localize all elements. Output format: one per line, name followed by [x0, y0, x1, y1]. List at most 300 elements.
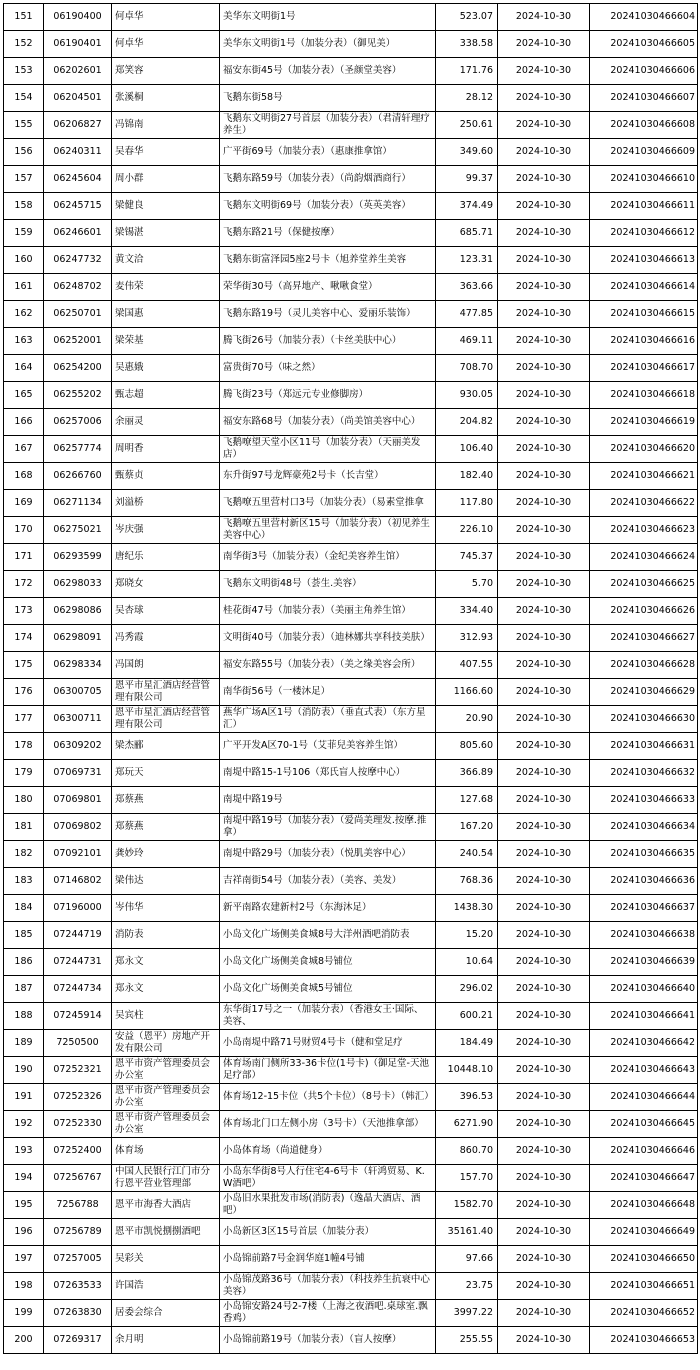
- table-row: [4, 1246, 698, 1273]
- meter-billing-table: [3, 3, 698, 1354]
- customer-name-cell: 余月明: [112, 1327, 220, 1354]
- customer-name-cell: 梁荣基: [112, 328, 220, 355]
- row-index-cell: 162: [4, 301, 44, 328]
- table-row: [4, 1084, 698, 1111]
- row-index-cell: 175: [4, 652, 44, 679]
- address-cell: 东升街97号龙辉豪苑2号卡（长吉堂）: [220, 463, 436, 490]
- document-number-cell: 20241030466635: [590, 841, 698, 868]
- table-row: [4, 571, 698, 598]
- account-code-cell: 07244719: [44, 922, 112, 949]
- account-code-cell: 06271134: [44, 490, 112, 517]
- date-cell: 2024-10-30: [498, 1192, 590, 1219]
- amount-cell: 1166.60: [436, 679, 498, 706]
- table-row: [4, 544, 698, 571]
- customer-name-cell: 吴惠娥: [112, 355, 220, 382]
- date-cell: 2024-10-30: [498, 733, 590, 760]
- amount-cell: 296.02: [436, 976, 498, 1003]
- customer-name-cell: 恩平市海香大酒店: [112, 1192, 220, 1219]
- row-index-cell: 171: [4, 544, 44, 571]
- customer-name-cell: 冯锦南: [112, 112, 220, 139]
- table-row: [4, 1111, 698, 1138]
- address-cell: 小岛文化广场侧美食城5号铺位: [220, 976, 436, 1003]
- document-number-cell: 20241030466618: [590, 382, 698, 409]
- table-row: [4, 247, 698, 274]
- customer-name-cell: 梁杰郦: [112, 733, 220, 760]
- customer-name-cell: 梁锡湛: [112, 220, 220, 247]
- document-number-cell: 20241030466617: [590, 355, 698, 382]
- date-cell: 2024-10-30: [498, 1246, 590, 1273]
- document-number-cell: 20241030466611: [590, 193, 698, 220]
- customer-name-cell: 吴杏球: [112, 598, 220, 625]
- row-index-cell: 190: [4, 1057, 44, 1084]
- amount-cell: 15.20: [436, 922, 498, 949]
- document-number-cell: 20241030466644: [590, 1084, 698, 1111]
- address-cell: 富贵街70号（味之然）: [220, 355, 436, 382]
- document-number-cell: 20241030466642: [590, 1030, 698, 1057]
- address-cell: 广平开发A区70-1号（艾菲兒美容养生馆）: [220, 733, 436, 760]
- address-cell: 东华街17号之一（加装分表）（香港女王·国际、美容、: [220, 1003, 436, 1030]
- table-row: [4, 679, 698, 706]
- row-index-cell: 194: [4, 1165, 44, 1192]
- date-cell: 2024-10-30: [498, 1084, 590, 1111]
- document-number-cell: 20241030466641: [590, 1003, 698, 1030]
- address-cell: 体育场12-15卡位（共5个卡位）（8号卡）（韩汇）: [220, 1084, 436, 1111]
- document-number-cell: 20241030466645: [590, 1111, 698, 1138]
- row-index-cell: 195: [4, 1192, 44, 1219]
- customer-name-cell: 郑蔡燕: [112, 787, 220, 814]
- amount-cell: 349.60: [436, 139, 498, 166]
- account-code-cell: 07252400: [44, 1138, 112, 1165]
- address-cell: 吉祥南街54号（加装分表）（美容、美发）: [220, 868, 436, 895]
- date-cell: 2024-10-30: [498, 895, 590, 922]
- address-cell: 飞鹅东路21号（保健按摩）: [220, 220, 436, 247]
- row-index-cell: 197: [4, 1246, 44, 1273]
- table-row: [4, 1327, 698, 1354]
- address-cell: 飞鹅嘹五里营村新区15号（加装分表）（初见养生美容中心）: [220, 517, 436, 544]
- amount-cell: 338.58: [436, 31, 498, 58]
- account-code-cell: 07252330: [44, 1111, 112, 1138]
- customer-name-cell: 许国浩: [112, 1273, 220, 1300]
- amount-cell: 363.66: [436, 274, 498, 301]
- table-row: [4, 490, 698, 517]
- date-cell: 2024-10-30: [498, 706, 590, 733]
- account-code-cell: 06300711: [44, 706, 112, 733]
- date-cell: 2024-10-30: [498, 409, 590, 436]
- row-index-cell: 188: [4, 1003, 44, 1030]
- row-index-cell: 174: [4, 625, 44, 652]
- account-code-cell: 06298033: [44, 571, 112, 598]
- table-row: [4, 760, 698, 787]
- row-index-cell: 164: [4, 355, 44, 382]
- amount-cell: 127.68: [436, 787, 498, 814]
- address-cell: 飞鹅东路19号（灵儿美容中心、爱丽乐装饰）: [220, 301, 436, 328]
- date-cell: 2024-10-30: [498, 571, 590, 598]
- document-number-cell: 20241030466606: [590, 58, 698, 85]
- document-number-cell: 20241030466638: [590, 922, 698, 949]
- date-cell: 2024-10-30: [498, 922, 590, 949]
- document-number-cell: 20241030466639: [590, 949, 698, 976]
- table-row: [4, 1030, 698, 1057]
- table-row: [4, 814, 698, 841]
- amount-cell: 167.20: [436, 814, 498, 841]
- address-cell: 福安东路68号（加装分表）（尚美馆美容中心）: [220, 409, 436, 436]
- table-row: [4, 409, 698, 436]
- table-row: [4, 166, 698, 193]
- account-code-cell: 06309202: [44, 733, 112, 760]
- account-code-cell: 06257774: [44, 436, 112, 463]
- account-code-cell: 07196000: [44, 895, 112, 922]
- amount-cell: 745.37: [436, 544, 498, 571]
- address-cell: 荣华街30号（高昇地产、啾啾食堂）: [220, 274, 436, 301]
- amount-cell: 240.54: [436, 841, 498, 868]
- date-cell: 2024-10-30: [498, 1300, 590, 1327]
- account-code-cell: 07269317: [44, 1327, 112, 1354]
- amount-cell: 600.21: [436, 1003, 498, 1030]
- row-index-cell: 166: [4, 409, 44, 436]
- address-cell: 小岛锦安路24号2-7楼（上海之夜酒吧.桌球室.飘香鸡）: [220, 1300, 436, 1327]
- amount-cell: 226.10: [436, 517, 498, 544]
- document-number-cell: 20241030466615: [590, 301, 698, 328]
- amount-cell: 250.61: [436, 112, 498, 139]
- account-code-cell: 06190401: [44, 31, 112, 58]
- date-cell: 2024-10-30: [498, 625, 590, 652]
- document-number-cell: 20241030466636: [590, 868, 698, 895]
- document-number-cell: 20241030466623: [590, 517, 698, 544]
- row-index-cell: 192: [4, 1111, 44, 1138]
- document-number-cell: 20241030466622: [590, 490, 698, 517]
- row-index-cell: 196: [4, 1219, 44, 1246]
- date-cell: 2024-10-30: [498, 949, 590, 976]
- table-row: [4, 85, 698, 112]
- customer-name-cell: 梁国惠: [112, 301, 220, 328]
- row-index-cell: 159: [4, 220, 44, 247]
- document-number-cell: 20241030466652: [590, 1300, 698, 1327]
- account-code-cell: 07069731: [44, 760, 112, 787]
- document-number-cell: 20241030466640: [590, 976, 698, 1003]
- table-row: [4, 274, 698, 301]
- account-code-cell: 07069802: [44, 814, 112, 841]
- date-cell: 2024-10-30: [498, 355, 590, 382]
- document-number-cell: 20241030466605: [590, 31, 698, 58]
- document-number-cell: 20241030466604: [590, 4, 698, 31]
- address-cell: 南华街56号（一楼沐足）: [220, 679, 436, 706]
- table-row: [4, 382, 698, 409]
- customer-name-cell: 刘溢桥: [112, 490, 220, 517]
- table-row: [4, 787, 698, 814]
- account-code-cell: 07252326: [44, 1084, 112, 1111]
- account-code-cell: 07257005: [44, 1246, 112, 1273]
- customer-name-cell: 恩平市资产管理委员会办公室: [112, 1084, 220, 1111]
- date-cell: 2024-10-30: [498, 1165, 590, 1192]
- document-number-cell: 20241030466651: [590, 1273, 698, 1300]
- amount-cell: 366.89: [436, 760, 498, 787]
- customer-name-cell: 体育场: [112, 1138, 220, 1165]
- document-number-cell: 20241030466628: [590, 652, 698, 679]
- amount-cell: 334.40: [436, 598, 498, 625]
- address-cell: 小岛锦前路19号（加装分表）（盲人按摩）: [220, 1327, 436, 1354]
- customer-name-cell: 唐纪乐: [112, 544, 220, 571]
- row-index-cell: 182: [4, 841, 44, 868]
- address-cell: 小岛新区3区15号首层（加装分表）: [220, 1219, 436, 1246]
- date-cell: 2024-10-30: [498, 247, 590, 274]
- account-code-cell: 06247732: [44, 247, 112, 274]
- document-number-cell: 20241030466631: [590, 733, 698, 760]
- row-index-cell: 170: [4, 517, 44, 544]
- document-number-cell: 20241030466634: [590, 814, 698, 841]
- amount-cell: 768.36: [436, 868, 498, 895]
- date-cell: 2024-10-30: [498, 31, 590, 58]
- date-cell: 2024-10-30: [498, 652, 590, 679]
- account-code-cell: 06245715: [44, 193, 112, 220]
- amount-cell: 184.49: [436, 1030, 498, 1057]
- address-cell: 飞鹅东街富泽园5座2号卡（旭养堂养生美容: [220, 247, 436, 274]
- amount-cell: 35161.40: [436, 1219, 498, 1246]
- row-index-cell: 199: [4, 1300, 44, 1327]
- customer-name-cell: 张溪桐: [112, 85, 220, 112]
- address-cell: 小岛锦前路7号金润华庭1幢4号铺: [220, 1246, 436, 1273]
- amount-cell: 255.55: [436, 1327, 498, 1354]
- amount-cell: 1582.70: [436, 1192, 498, 1219]
- table-row: [4, 355, 698, 382]
- address-cell: 南堤中路15-1号106（郑氏盲人按摩中心）: [220, 760, 436, 787]
- date-cell: 2024-10-30: [498, 166, 590, 193]
- table-row: [4, 1192, 698, 1219]
- address-cell: 新平南路农建新村2号（东海沐足）: [220, 895, 436, 922]
- date-cell: 2024-10-30: [498, 274, 590, 301]
- account-code-cell: 06293599: [44, 544, 112, 571]
- row-index-cell: 152: [4, 31, 44, 58]
- amount-cell: 97.66: [436, 1246, 498, 1273]
- row-index-cell: 200: [4, 1327, 44, 1354]
- address-cell: 体育场北门口左侧小房（3号卡）（天池推拿部）: [220, 1111, 436, 1138]
- amount-cell: 117.80: [436, 490, 498, 517]
- account-code-cell: 06255202: [44, 382, 112, 409]
- document-number-cell: 20241030466633: [590, 787, 698, 814]
- address-cell: 飞鹅东路59号（加装分表）（尚韵烟酒商行）: [220, 166, 436, 193]
- table-row: [4, 922, 698, 949]
- table-row: [4, 1057, 698, 1084]
- row-index-cell: 169: [4, 490, 44, 517]
- date-cell: 2024-10-30: [498, 787, 590, 814]
- row-index-cell: 181: [4, 814, 44, 841]
- address-cell: 飞鹅嘹五里营村口3号（加装分表）（易素堂推拿: [220, 490, 436, 517]
- row-index-cell: 158: [4, 193, 44, 220]
- account-code-cell: 07245914: [44, 1003, 112, 1030]
- table-row: [4, 895, 698, 922]
- customer-name-cell: 冯国朗: [112, 652, 220, 679]
- table-row: [4, 598, 698, 625]
- row-index-cell: 185: [4, 922, 44, 949]
- date-cell: 2024-10-30: [498, 598, 590, 625]
- document-number-cell: 20241030466650: [590, 1246, 698, 1273]
- customer-name-cell: 吴彩关: [112, 1246, 220, 1273]
- customer-name-cell: 消防表: [112, 922, 220, 949]
- table-row: [4, 976, 698, 1003]
- amount-cell: 106.40: [436, 436, 498, 463]
- amount-cell: 469.11: [436, 328, 498, 355]
- date-cell: 2024-10-30: [498, 517, 590, 544]
- account-code-cell: 06202601: [44, 58, 112, 85]
- account-code-cell: 06298086: [44, 598, 112, 625]
- customer-name-cell: 郑玩天: [112, 760, 220, 787]
- account-code-cell: 07069801: [44, 787, 112, 814]
- address-cell: 飞鹅嘹望天堂小区11号（加装分表）（天丽美发店）: [220, 436, 436, 463]
- date-cell: 2024-10-30: [498, 1219, 590, 1246]
- address-cell: 腾飞街26号（加装分表）（卡丝美肤中心）: [220, 328, 436, 355]
- account-code-cell: 07256767: [44, 1165, 112, 1192]
- document-number-cell: 20241030466612: [590, 220, 698, 247]
- date-cell: 2024-10-30: [498, 841, 590, 868]
- row-index-cell: 179: [4, 760, 44, 787]
- account-code-cell: 06240311: [44, 139, 112, 166]
- row-index-cell: 178: [4, 733, 44, 760]
- table-row: [4, 328, 698, 355]
- address-cell: 南堤中路19号: [220, 787, 436, 814]
- document-number-cell: 20241030466629: [590, 679, 698, 706]
- address-cell: 南堤中路19号（加装分表）（爱尚美理发.按摩.推拿）: [220, 814, 436, 841]
- address-cell: 南华街3号（加装分表）（金纪美容养生馆）: [220, 544, 436, 571]
- amount-cell: 374.49: [436, 193, 498, 220]
- address-cell: 桂花街47号（加装分表）（美丽主角养生馆）: [220, 598, 436, 625]
- table-row: [4, 112, 698, 139]
- amount-cell: 708.70: [436, 355, 498, 382]
- address-cell: 美华东文明街1号（加装分表）（御见美）: [220, 31, 436, 58]
- table-row: [4, 949, 698, 976]
- date-cell: 2024-10-30: [498, 1003, 590, 1030]
- customer-name-cell: 余丽灵: [112, 409, 220, 436]
- amount-cell: 860.70: [436, 1138, 498, 1165]
- date-cell: 2024-10-30: [498, 112, 590, 139]
- date-cell: 2024-10-30: [498, 1057, 590, 1084]
- table-row: [4, 868, 698, 895]
- row-index-cell: 186: [4, 949, 44, 976]
- customer-name-cell: 龚妙玲: [112, 841, 220, 868]
- table-row: [4, 58, 698, 85]
- amount-cell: 312.93: [436, 625, 498, 652]
- row-index-cell: 172: [4, 571, 44, 598]
- row-index-cell: 160: [4, 247, 44, 274]
- account-code-cell: 06257006: [44, 409, 112, 436]
- table-row: [4, 436, 698, 463]
- account-code-cell: 06248702: [44, 274, 112, 301]
- amount-cell: 23.75: [436, 1273, 498, 1300]
- table-row: [4, 652, 698, 679]
- customer-name-cell: 郑笑容: [112, 58, 220, 85]
- address-cell: 广平街69号（加装分表）（惠康推拿馆）: [220, 139, 436, 166]
- table-row: [4, 193, 698, 220]
- row-index-cell: 161: [4, 274, 44, 301]
- document-number-cell: 20241030466632: [590, 760, 698, 787]
- customer-name-cell: 郑永文: [112, 976, 220, 1003]
- account-code-cell: 7256788: [44, 1192, 112, 1219]
- row-index-cell: 184: [4, 895, 44, 922]
- document-number-cell: 20241030466647: [590, 1165, 698, 1192]
- address-cell: 南堤中路29号（加装分表）（悦肌美容中心）: [220, 841, 436, 868]
- customer-name-cell: 周明香: [112, 436, 220, 463]
- document-number-cell: 20241030466625: [590, 571, 698, 598]
- table-row: [4, 463, 698, 490]
- row-index-cell: 176: [4, 679, 44, 706]
- table-row: [4, 1219, 698, 1246]
- table-row: [4, 517, 698, 544]
- date-cell: 2024-10-30: [498, 193, 590, 220]
- row-index-cell: 187: [4, 976, 44, 1003]
- address-cell: 飞鹅东街58号: [220, 85, 436, 112]
- document-number-cell: 20241030466653: [590, 1327, 698, 1354]
- customer-name-cell: 吴春华: [112, 139, 220, 166]
- date-cell: 2024-10-30: [498, 490, 590, 517]
- amount-cell: 99.37: [436, 166, 498, 193]
- address-cell: 小岛南堤中路71号财贸4号卡（健和堂足疗: [220, 1030, 436, 1057]
- document-number-cell: 20241030466630: [590, 706, 698, 733]
- account-code-cell: 06204501: [44, 85, 112, 112]
- date-cell: 2024-10-30: [498, 328, 590, 355]
- amount-cell: 123.31: [436, 247, 498, 274]
- date-cell: 2024-10-30: [498, 85, 590, 112]
- customer-name-cell: 甄志超: [112, 382, 220, 409]
- amount-cell: 407.55: [436, 652, 498, 679]
- customer-name-cell: 恩平市星汇酒店经营管理有限公司: [112, 679, 220, 706]
- address-cell: 美华东文明街1号: [220, 4, 436, 31]
- date-cell: 2024-10-30: [498, 463, 590, 490]
- document-number-cell: 20241030466614: [590, 274, 698, 301]
- customer-name-cell: 梁健良: [112, 193, 220, 220]
- amount-cell: 685.71: [436, 220, 498, 247]
- table-row: [4, 31, 698, 58]
- document-number-cell: 20241030466648: [590, 1192, 698, 1219]
- row-index-cell: 165: [4, 382, 44, 409]
- customer-name-cell: 恩平市凯悦捌捌酒吧: [112, 1219, 220, 1246]
- address-cell: 燕华广场A区1号（消防表）（垂直式表）（东方星汇）: [220, 706, 436, 733]
- customer-name-cell: 吴宾柱: [112, 1003, 220, 1030]
- date-cell: 2024-10-30: [498, 1273, 590, 1300]
- table-row: [4, 139, 698, 166]
- account-code-cell: 06250701: [44, 301, 112, 328]
- amount-cell: 182.40: [436, 463, 498, 490]
- account-code-cell: 06246601: [44, 220, 112, 247]
- row-index-cell: 193: [4, 1138, 44, 1165]
- account-code-cell: 07256789: [44, 1219, 112, 1246]
- address-cell: 文明街40号（加装分表）（迪林娜共享科技美肤）: [220, 625, 436, 652]
- account-code-cell: 07263533: [44, 1273, 112, 1300]
- document-number-cell: 20241030466609: [590, 139, 698, 166]
- document-number-cell: 20241030466649: [590, 1219, 698, 1246]
- amount-cell: 523.07: [436, 4, 498, 31]
- document-number-cell: 20241030466610: [590, 166, 698, 193]
- address-cell: 小岛文化广场侧美食城8号铺位: [220, 949, 436, 976]
- amount-cell: 396.53: [436, 1084, 498, 1111]
- account-code-cell: 07263830: [44, 1300, 112, 1327]
- document-number-cell: 20241030466637: [590, 895, 698, 922]
- date-cell: 2024-10-30: [498, 58, 590, 85]
- date-cell: 2024-10-30: [498, 760, 590, 787]
- account-code-cell: 07252321: [44, 1057, 112, 1084]
- row-index-cell: 163: [4, 328, 44, 355]
- account-code-cell: 06254200: [44, 355, 112, 382]
- amount-cell: 1438.30: [436, 895, 498, 922]
- customer-name-cell: 中国人民银行江门市分行恩平营业管理部: [112, 1165, 220, 1192]
- amount-cell: 204.82: [436, 409, 498, 436]
- amount-cell: 930.05: [436, 382, 498, 409]
- document-number-cell: 20241030466621: [590, 463, 698, 490]
- amount-cell: 6271.90: [436, 1111, 498, 1138]
- address-cell: 福安东路55号（加装分表）（美之缘美容会所）: [220, 652, 436, 679]
- table-row: [4, 841, 698, 868]
- document-number-cell: 20241030466646: [590, 1138, 698, 1165]
- row-index-cell: 183: [4, 868, 44, 895]
- amount-cell: 5.70: [436, 571, 498, 598]
- document-number-cell: 20241030466613: [590, 247, 698, 274]
